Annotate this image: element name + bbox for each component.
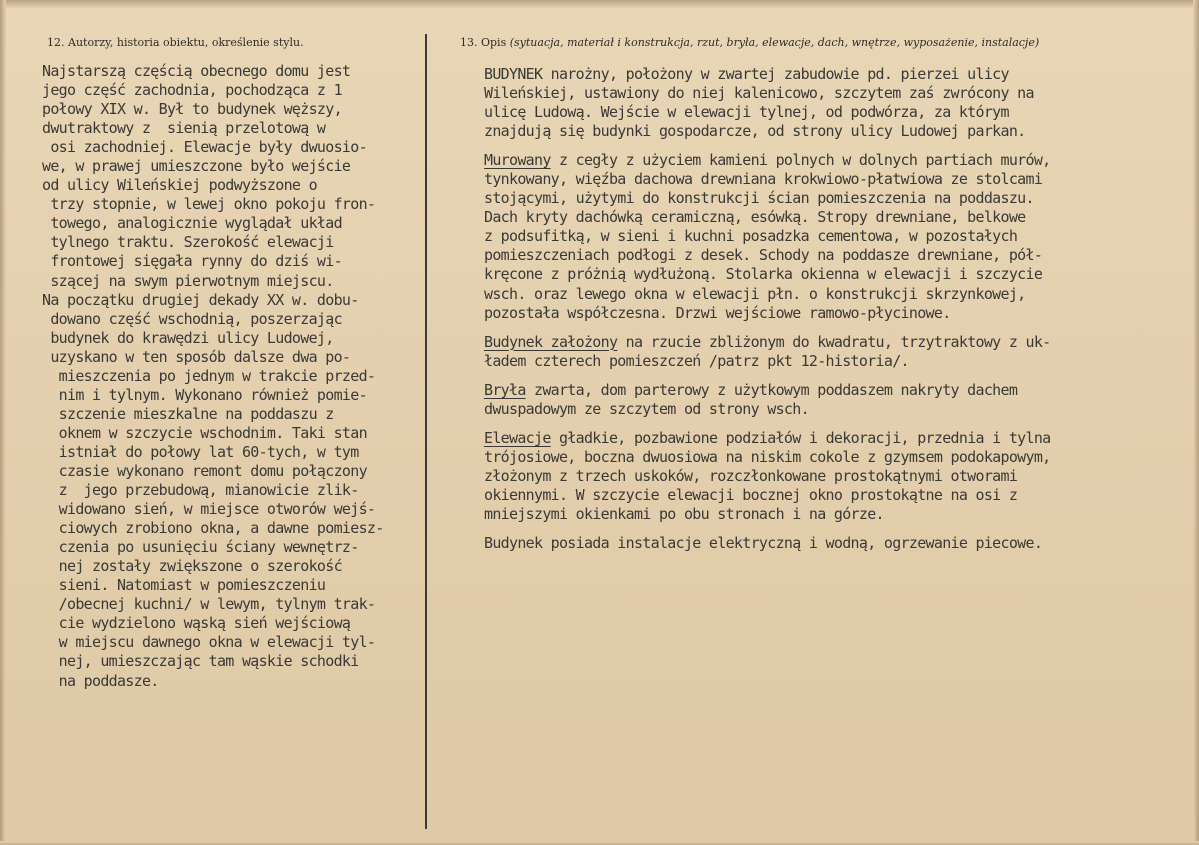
description-line-text: ładem czterech pomieszczeń /patrz pkt 12-historia/. [484, 351, 909, 370]
description-text-line [484, 400, 1051, 419]
description-text-line [484, 122, 1051, 141]
description-paragraph [484, 429, 1051, 524]
history-text-line: widowano sień, w miejsce otworów wejś- [42, 500, 376, 519]
history-text-line: sieni. Natomiast w pomieszczeniu [42, 576, 326, 595]
description-line-text: kręcone z próżnią wydłużoną. Stolarka okienna w elewacji i szczycie [484, 265, 1043, 284]
description-text-line [484, 170, 1051, 189]
history-text-line: Najstarszą częścią obecnego domu jest [42, 62, 351, 80]
page-edge-top [0, 0, 1199, 8]
section-13-header [460, 36, 1039, 49]
history-text-line: nim i tylnym. Wykonano również pomie- [42, 385, 367, 404]
history-text-line: szącej na swym pierwotnym miejscu. [42, 271, 334, 290]
description-text-column [484, 65, 1051, 553]
description-line-text: okiennymi. W szczycie elewacji bocznej okno prostokątne na osi z [484, 485, 1018, 504]
description-text-line [484, 65, 1051, 84]
history-text-line: uzyskano w ten sposób dalsze dwa po- [42, 347, 351, 366]
history-text-line: we, w prawej umieszczone było wejście [42, 157, 351, 176]
description-paragraph [484, 333, 1051, 371]
description-line-text: z cegły z użyciem kamieni polnych w dolnych partiach murów, [550, 151, 1051, 170]
description-text-line [484, 304, 1051, 323]
history-text-line: połowy XIX w. Był to budynek węższy, [42, 100, 342, 119]
history-text-line: tylnego traktu. Szerokość elewacji [42, 233, 334, 252]
history-text-line: istniał do połowy lat 60-tych, w tym [42, 442, 359, 461]
description-text-line [484, 265, 1051, 284]
page-edge-right [1193, 0, 1199, 845]
history-text-line: dwutraktowy z sienią przelotową w [42, 119, 326, 138]
history-text-line: budynek do krawędzi ulicy Ludowej, [42, 328, 334, 347]
description-line-text: Wileńskiej, ustawiony do niej kalenicowo, szczytem zaś zwrócony na [484, 84, 1034, 103]
description-line-text: Budynek posiada instalacje elektryczną i wodną, ogrzewanie piecowe. [484, 534, 1043, 553]
history-text-line: /obecnej kuchni/ w lewym, tylnym trak- [42, 595, 376, 614]
page-edge-left [0, 0, 6, 845]
history-text-line: jego część zachodnia, pochodząca z 1 [42, 81, 342, 100]
description-text-line [484, 381, 1051, 400]
description-line-text: Dach kryty dachówką ceramiczną, esówką. Stropy drewniane, belkowe [484, 208, 1026, 227]
history-text-line: dowano część wschodnią, poszerzając [42, 309, 342, 328]
history-text-line: z jego przebudową, mianowicie zlik- [42, 481, 359, 500]
column-divider [425, 34, 427, 829]
underlined-term: Bryła [484, 380, 526, 399]
history-text-line: osi zachodniej. Elewacje były dwuosio- [42, 138, 367, 157]
section-13-subtitle: (sytuacja, materiał i konstrukcja, rzut, bryła, elewacje, dach, wnętrze, wyposażenie, instalacje) [509, 36, 1040, 49]
description-line-text: dwuspadowym ze szczytem od strony wsch. [484, 399, 809, 418]
page-edge-bottom [0, 841, 1199, 845]
description-text-line [484, 84, 1051, 103]
history-text-line: cie wydzielono wąską sień wejściową [42, 614, 351, 633]
section-12-title: Autorzy, historia obiektu, określenie stylu. [68, 36, 304, 49]
history-text-line: towego, analogicznie wyglądał układ [42, 214, 342, 233]
history-text-line: na poddasze. [42, 671, 159, 690]
description-line-text: gładkie, pozbawione podziałów i dekoracji, przednia i tylna [550, 428, 1051, 447]
description-text-line [484, 467, 1051, 486]
description-line-text: ulicę Ludową. Wejście w elewacji tylnej, od podwórza, za którym [484, 103, 1009, 122]
underlined-term: Budynek założony [484, 332, 618, 351]
history-text-line: oknem w szczycie wschodnim. Taki stan [42, 423, 367, 442]
history-text-line: Na początku drugiej dekady XX w. dobu- [42, 290, 359, 309]
description-paragraph [484, 151, 1051, 322]
description-line-text: znajdują się budynki gospodarcze, od strony ulicy Ludowej parkan. [484, 122, 1026, 141]
history-text-line: mieszczenia po jednym w trakcie przed- [42, 366, 376, 385]
underlined-term: Elewacje [484, 428, 551, 447]
history-text-line: w miejscu dawnego okna w elewacji tyl- [42, 633, 376, 652]
history-text-line: frontowej sięgała rynny do dziś wi- [42, 252, 342, 271]
history-text-line: czenia po usunięciu ściany wewnętrz- [42, 538, 359, 557]
description-paragraph [484, 381, 1051, 419]
section-12-number: 12. [47, 36, 65, 49]
description-text-line [484, 208, 1051, 227]
description-text-line [484, 352, 1051, 371]
section-13-number: 13. [460, 36, 478, 49]
description-paragraph [484, 65, 1051, 141]
history-text-column [42, 62, 384, 691]
history-text-line: nej, umieszczając tam wąskie schodki [42, 652, 359, 671]
description-text-line [484, 429, 1051, 448]
description-line-text: stojącymi, użytymi do konstrukcji ścian pomieszczenia na poddaszu. [484, 189, 1034, 208]
description-line-text: trójosiowe, boczna dwuosiowa na niskim cokole z gzymsem podokapowym, [484, 447, 1051, 466]
description-text-line [484, 448, 1051, 467]
description-line-text: mniejszymi okienkami po obu stronach i na górze. [484, 504, 884, 523]
description-text-line [484, 486, 1051, 505]
description-text-line [484, 151, 1051, 170]
section-12-header [47, 36, 304, 49]
description-line-text: pozostała współczesna. Drzwi wejściowe ramowo-płycinowe. [484, 303, 951, 322]
description-paragraph [484, 534, 1051, 553]
description-line-text: tynkowany, więźba dachowa drewniana krokwiowo-płatwiowa ze stolcami [484, 170, 1043, 189]
section-13-title: Opis [481, 36, 507, 49]
description-line-text: BUDYNEK narożny, położony w zwartej zabudowie pd. pierzei ulicy [484, 65, 1009, 83]
description-text-line [484, 534, 1051, 553]
history-text-line: od ulicy Wileńskiej podwyższone o [42, 176, 317, 195]
description-text-line [484, 505, 1051, 524]
history-text-line: trzy stopnie, w lewej okno pokoju fron- [42, 195, 376, 214]
description-text-line [484, 227, 1051, 246]
history-text-line: szczenie mieszkalne na poddaszu z [42, 404, 334, 423]
description-line-text: pomieszczeniach podłogi z desek. Schody na poddasze drewniane, pół- [484, 246, 1043, 265]
description-text-line [484, 189, 1051, 208]
description-line-text: z podsufitką, w sieni i kuchni posadzka cementowa, w pozostałych [484, 227, 1018, 246]
history-text-line: nej zostały zwiększone o szerokość [42, 557, 342, 576]
description-text-line [484, 333, 1051, 352]
description-line-text: złożonym z trzech uskoków, rozczłonkowane prostokątnymi otworami [484, 466, 1018, 485]
description-text-line [484, 246, 1051, 265]
history-text-line: czasie wykonano remont domu połączony [42, 461, 367, 480]
underlined-term: Murowany [484, 151, 551, 170]
description-line-text: na rzucie zbliżonym do kwadratu, trzytraktowy z uk- [617, 332, 1051, 351]
description-text-line [484, 285, 1051, 304]
description-line-text: wsch. oraz lewego okna w elewacji płn. o konstrukcji skrzynkowej, [484, 284, 1026, 303]
description-text-line [484, 103, 1051, 122]
description-line-text: zwarta, dom parterowy z użytkowym poddaszem nakryty dachem [525, 380, 1018, 399]
history-text-line: ciowych zrobiono okna, a dawne pomiesz- [42, 519, 384, 538]
